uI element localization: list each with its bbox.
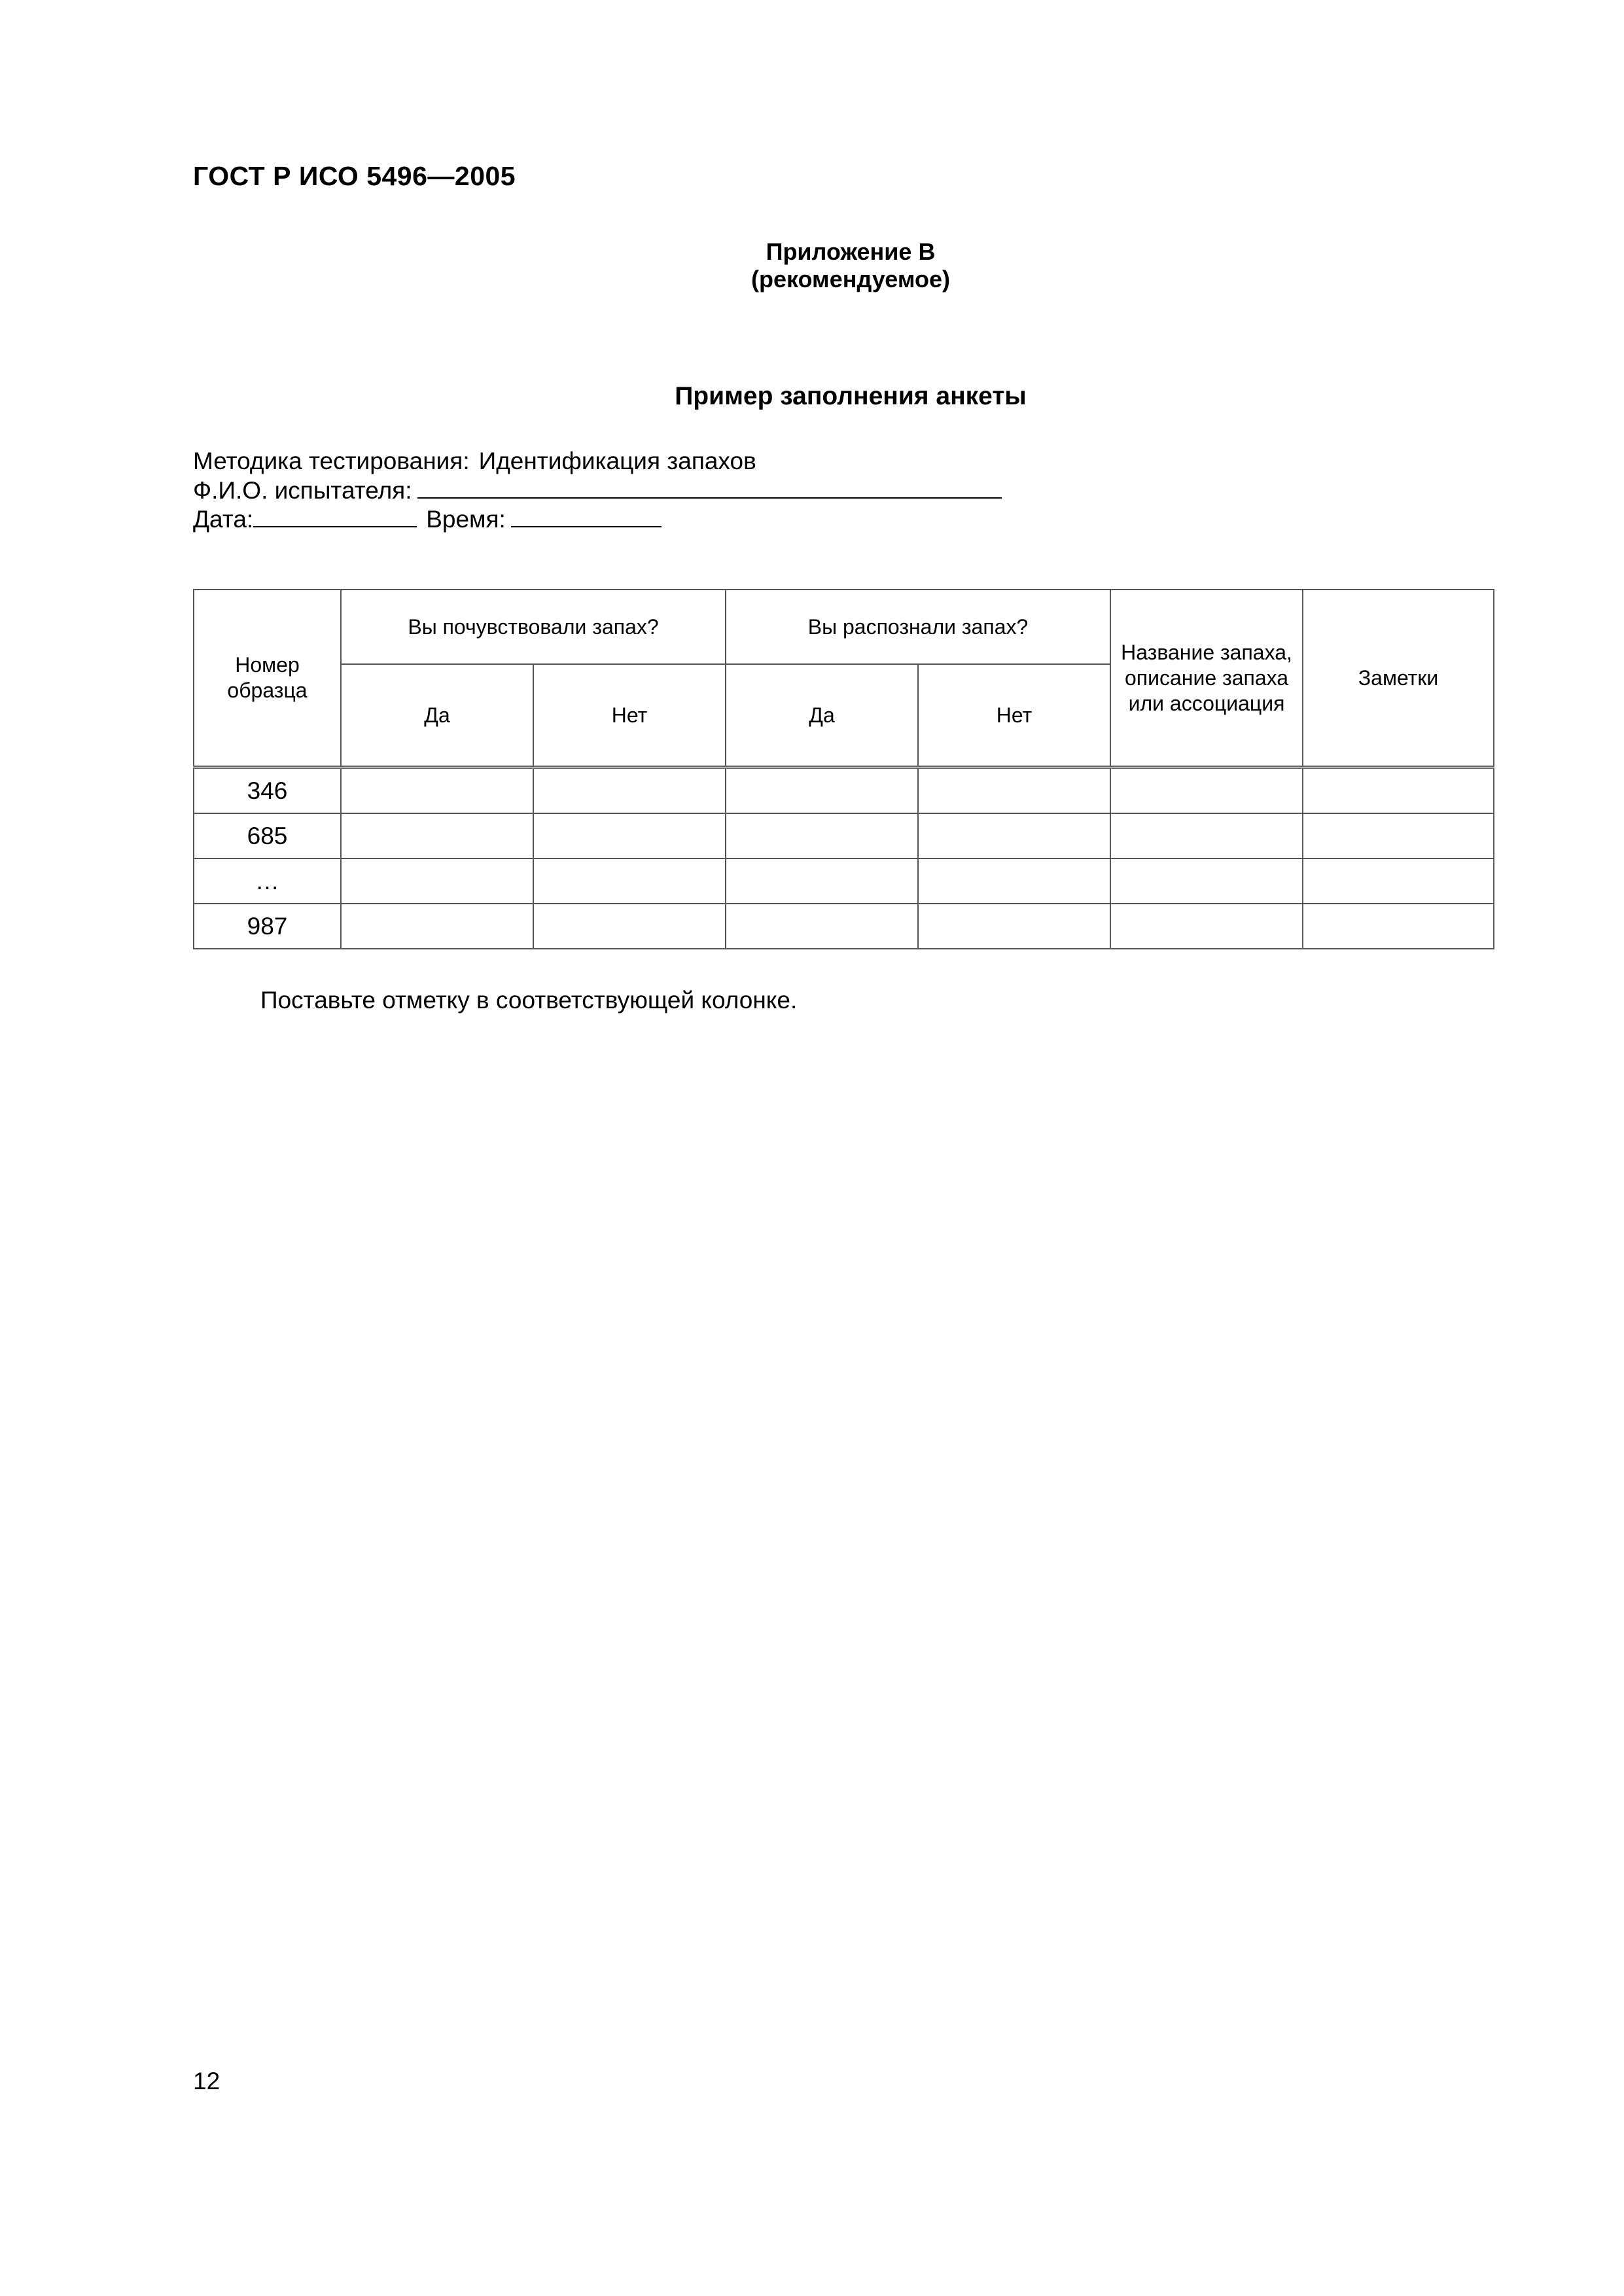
table-row <box>194 904 1494 949</box>
sensed-no-cell[interactable] <box>533 858 726 904</box>
header-recognized-yes: Да <box>726 664 918 768</box>
notes-cell[interactable] <box>1303 858 1494 904</box>
method-value: Идентификация запахов <box>478 448 756 474</box>
odor-name-cell[interactable] <box>1110 904 1303 949</box>
header-sensed-group: Вы почувствовали запах? <box>341 590 726 664</box>
recognized-yes-cell[interactable] <box>726 813 918 858</box>
header-sensed-no: Нет <box>533 664 726 768</box>
table-row <box>194 858 1494 904</box>
recognized-no-cell[interactable] <box>918 858 1110 904</box>
tester-label: Ф.И.О. испытателя: <box>193 477 412 504</box>
recognized-no-cell[interactable] <box>918 768 1110 814</box>
appendix-title: Приложение В <box>766 238 936 265</box>
sensed-no-cell[interactable] <box>533 904 726 949</box>
odor-name-cell[interactable] <box>1110 813 1303 858</box>
sensed-yes-cell[interactable] <box>341 768 533 814</box>
odor-name-cell[interactable] <box>1110 768 1303 814</box>
header-recognized-no: Нет <box>918 664 1110 768</box>
instruction-note: Поставьте отметку в соответствующей колонке. <box>260 987 798 1014</box>
questionnaire-table <box>193 589 1494 949</box>
header-recognized-group: Вы распознали запах? <box>726 590 1110 664</box>
sensed-no-cell[interactable] <box>533 768 726 814</box>
sensed-no-cell[interactable] <box>533 813 726 858</box>
tester-blank-field[interactable] <box>417 476 1002 499</box>
method-line <box>193 448 756 475</box>
table-row <box>194 813 1494 858</box>
section-title: Пример заполнения анкеты <box>675 382 1027 410</box>
sample-number-cell: 685 <box>194 813 341 858</box>
notes-cell[interactable] <box>1303 768 1494 814</box>
recognized-no-cell[interactable] <box>918 813 1110 858</box>
recognized-yes-cell[interactable] <box>726 858 918 904</box>
sensed-yes-cell[interactable] <box>341 904 533 949</box>
sample-number-cell: 987 <box>194 904 341 949</box>
method-label: Методика тестирования: <box>193 448 470 474</box>
recognized-no-cell[interactable] <box>918 904 1110 949</box>
tester-line <box>193 476 1002 504</box>
notes-cell[interactable] <box>1303 813 1494 858</box>
odor-name-cell[interactable] <box>1110 858 1303 904</box>
table-row <box>194 768 1494 814</box>
sample-number-cell: 346 <box>194 768 341 814</box>
datetime-line <box>193 505 662 533</box>
header-odor-name: Название запаха, описание запаха или ассоциация <box>1110 590 1303 768</box>
time-blank-field[interactable] <box>511 505 662 527</box>
recognized-yes-cell[interactable] <box>726 904 918 949</box>
notes-cell[interactable] <box>1303 904 1494 949</box>
sample-number-cell: … <box>194 858 341 904</box>
header-notes: Заметки <box>1303 590 1494 768</box>
date-blank-field[interactable] <box>253 505 417 527</box>
document-code: ГОСТ Р ИСО 5496—2005 <box>193 161 516 191</box>
recognized-yes-cell[interactable] <box>726 768 918 814</box>
appendix-status: (рекомендуемое) <box>751 266 950 292</box>
time-label: Время: <box>426 506 506 533</box>
header-sensed-yes: Да <box>341 664 533 768</box>
sensed-yes-cell[interactable] <box>341 813 533 858</box>
page-number: 12 <box>193 2068 221 2094</box>
date-label: Дата: <box>193 506 254 533</box>
header-sample-number: Номер образца <box>194 590 341 768</box>
sensed-yes-cell[interactable] <box>341 858 533 904</box>
